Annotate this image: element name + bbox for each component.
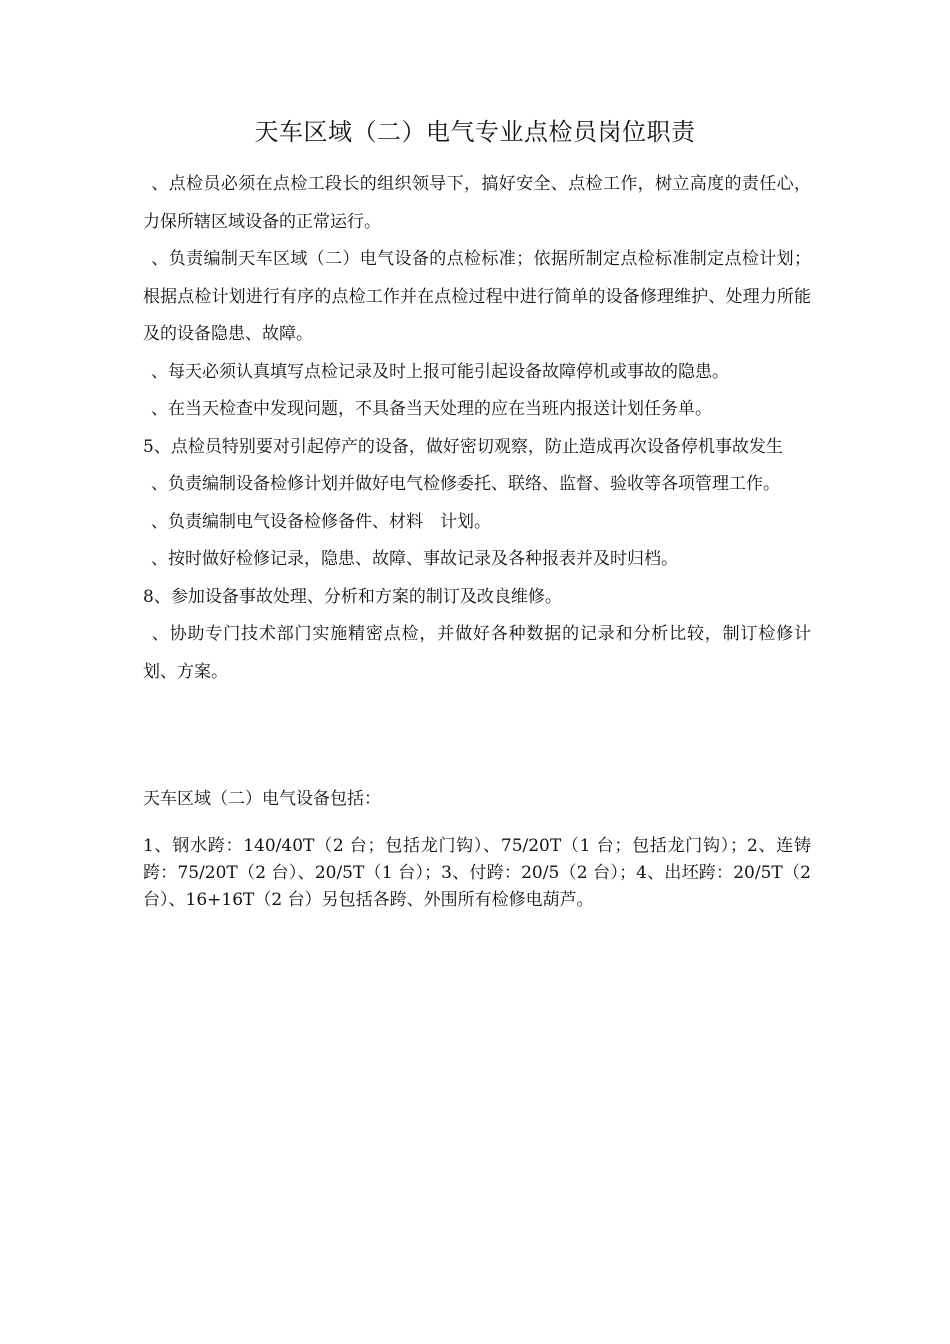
- duty-item-9: [143, 579, 811, 617]
- duty-text: 、按时做好检修记录，隐患、故障、事故记录及各种报表并及时归档。: [151, 549, 678, 569]
- duty-text: 、协助专门技术部门实施精密点检，并做好各种数据的记录和分析比较，制订检修计划、方案。: [143, 624, 811, 682]
- duty-item-6: [143, 466, 811, 504]
- duty-list: [143, 166, 811, 691]
- duty-text: 、在当天检查中发现问题，不具备当天处理的应在当班内报送计划任务单。: [151, 399, 712, 419]
- duty-item-2: [143, 241, 811, 354]
- duty-text: 、参加设备事故处理、分析和方案的制订及改良维修。: [153, 586, 562, 607]
- duty-text: 、负责编制电气设备检修备件、材料 计划。: [151, 511, 491, 532]
- duty-number: 5: [143, 436, 154, 457]
- duty-item-8: [143, 541, 811, 579]
- duty-item-1: [143, 166, 811, 241]
- duty-item-7: [143, 504, 811, 542]
- duty-text: 、点检员必须在点检工段长的组织领导下，搞好安全、点检工作，树立高度的责任心，力保所辖区域设备的正常运行。: [143, 174, 811, 232]
- duty-text: 、点检员特别要对引起停产的设备，做好密切观察，防止造成再次设备停机事故发生: [153, 436, 783, 457]
- duty-item-3: [143, 354, 811, 392]
- duty-item-10: [143, 616, 811, 691]
- equipment-heading: 天车区域（二）电气设备包括：: [143, 789, 381, 809]
- duty-text: 、负责编制天车区域（二）电气设备的点检标准；依据所制定点检标准制定点检计划；根据点检计划进行有序的点检工作并在点检过程中进行简单的设备修理维护、处理力所能及的设备隐患、故障。: [143, 249, 811, 344]
- equipment-list-text: 1、钢水跨：140/40T（2 台；包括龙门钩）、75/20T（1 台；包括龙门钩）；2、连铸跨：75/20T（2 台）、20/5T（1 台）；3、付跨：20/5（2 台）；4、出坯跨：20/5T（2 台）、16+16T（2 台）另包括各跨、外围所有检修电葫芦。: [143, 836, 811, 910]
- duty-text: 、负责编制设备检修计划并做好电气检修委托、联络、监督、验收等各项管理工作。: [151, 474, 780, 494]
- duty-item-4: [143, 391, 811, 429]
- document-title: 天车区域（二）电气专业点检员岗位职责: [254, 118, 696, 146]
- duty-number: 8: [143, 586, 154, 607]
- duty-text: 、每天必须认真填写点检记录及时上报可能引起设备故障停机或事故的隐患。: [151, 361, 729, 382]
- duty-item-5: [143, 429, 811, 467]
